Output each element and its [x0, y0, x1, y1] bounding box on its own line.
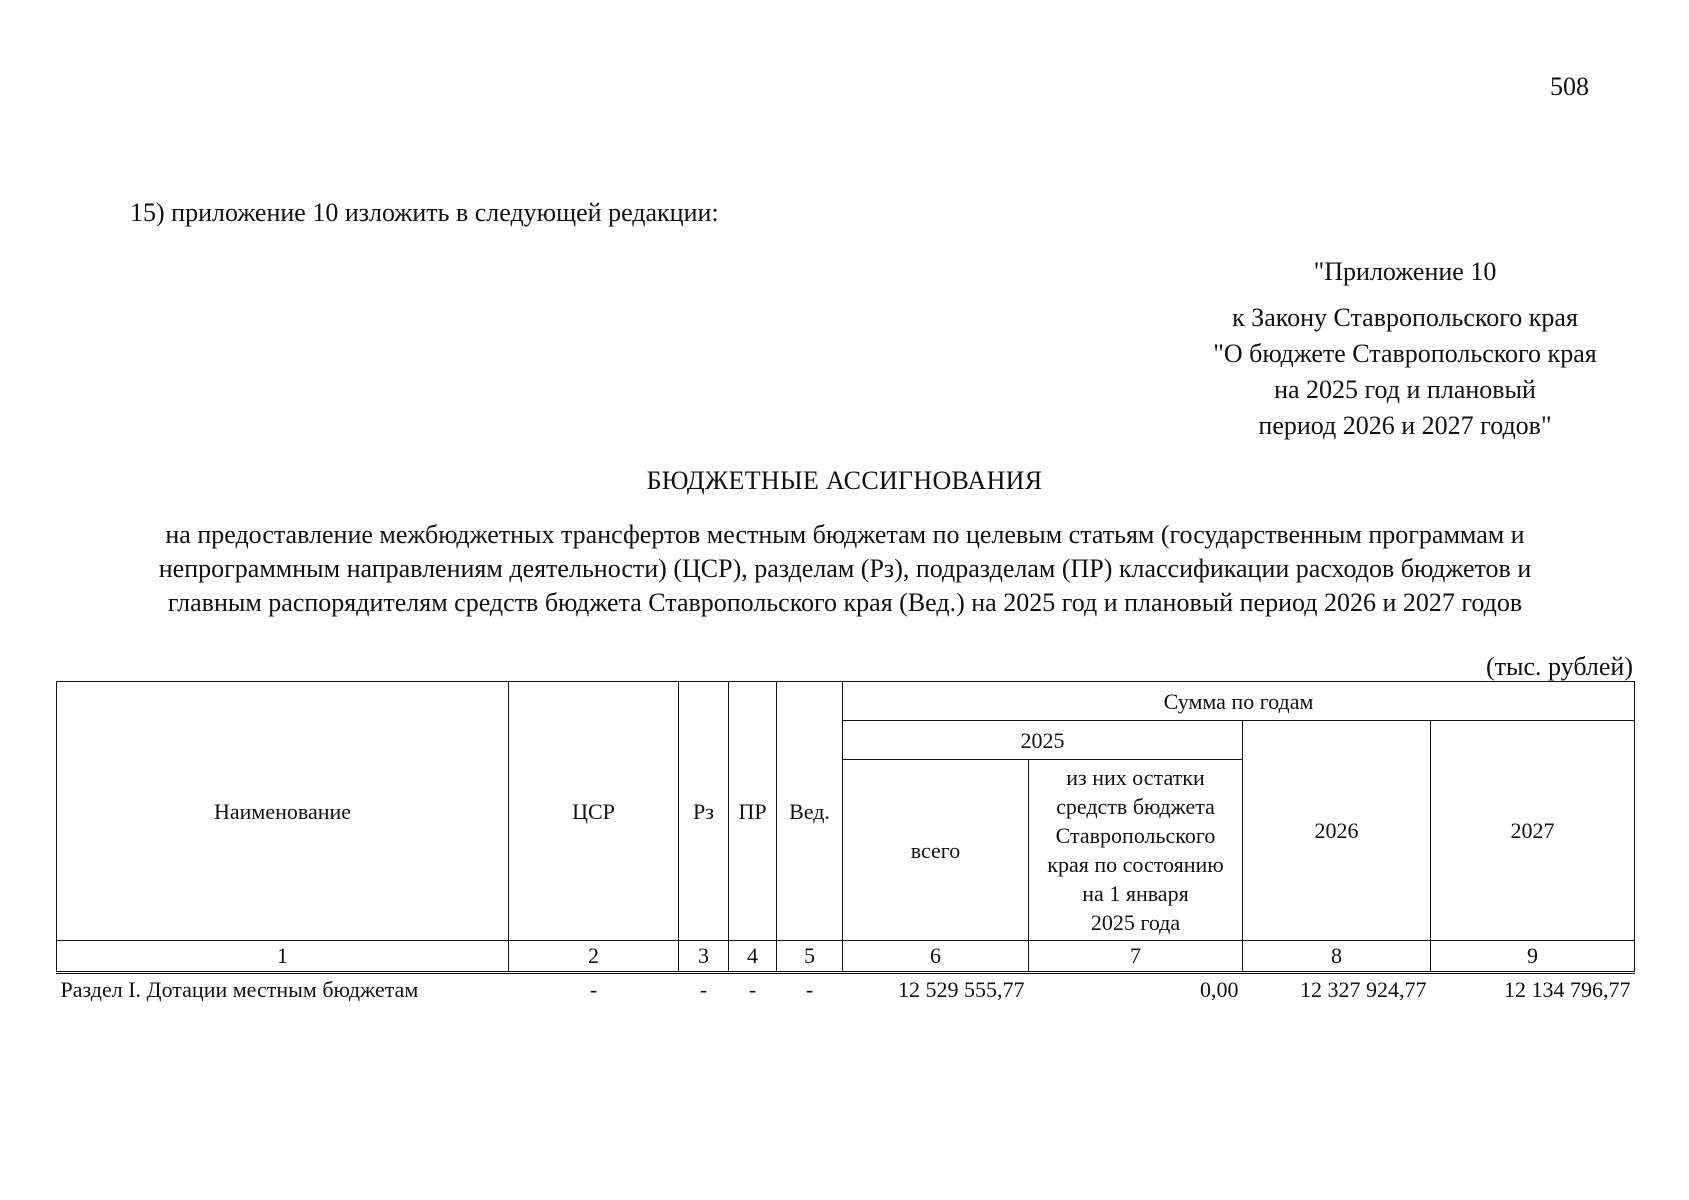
document-title: БЮДЖЕТНЫЕ АССИГНОВАНИЯ	[646, 466, 1043, 495]
row-total-2025: 12 529 555,77	[898, 977, 1025, 1002]
column-number: 1	[57, 941, 509, 973]
row-sum-2026: 12 327 924,77	[1300, 977, 1427, 1002]
appendix-line: к Закону Ставропольского края	[1232, 303, 1578, 332]
subtitle-line: непрограммным направлениям деятельности) (ЦСР), разделам (Рз), подразделам (ПР) классификации расходов бюджетов и	[158, 554, 1532, 583]
row-rz: -	[699, 977, 708, 1002]
header-rz: Рз	[679, 682, 729, 941]
header-year-2025: 2025	[843, 721, 1243, 760]
appendix-line: на 2025 год и плановый	[1274, 375, 1536, 404]
budget-table	[56, 681, 1635, 1004]
header-sum-by-years: Сумма по годам	[843, 682, 1635, 721]
page-number: 508	[1550, 72, 1589, 101]
header-remainder-line: из них остатки	[1066, 765, 1205, 790]
header-remainder-line: на 1 января	[1082, 881, 1189, 906]
header-remainder-line: Ставропольского	[1055, 823, 1216, 848]
appendix-line: период 2026 и 2027 годов"	[1258, 411, 1552, 440]
header-csr: ЦСР	[509, 682, 679, 941]
header-total: всего	[843, 760, 1029, 941]
document-subtitle	[100, 518, 1590, 620]
header-year-2026: 2026	[1243, 721, 1431, 941]
header-pr: ПР	[729, 682, 777, 941]
intro-text: 15) приложение 10 изложить в следующей редакции:	[130, 198, 719, 227]
subtitle-line: на предоставление межбюджетных трансфертов местным бюджетам по целевым статьям (государственным программам и	[165, 520, 1525, 549]
row-sum-2027: 12 134 796,77	[1504, 977, 1631, 1002]
units-label: (тыс. рублей)	[1485, 652, 1633, 681]
column-number: 5	[777, 941, 843, 973]
header-ved: Вед.	[777, 682, 843, 941]
row-remainder-2025: 0,00	[1200, 977, 1239, 1002]
column-number: 4	[729, 941, 777, 973]
row-ved: -	[805, 977, 814, 1002]
column-number: 9	[1431, 941, 1635, 973]
header-name: Наименование	[57, 682, 509, 941]
subtitle-line: главным распорядителям средств бюджета Ставропольского края (Вед.) на 2025 год и плановый период 2026 и 2027 годов	[167, 588, 1523, 617]
column-number: 3	[679, 941, 729, 973]
header-remainder-line: средств бюджета	[1056, 794, 1215, 819]
row-pr: -	[748, 977, 757, 1002]
header-remainder-line: 2025 года	[1090, 910, 1181, 935]
header-remainder	[1029, 760, 1243, 941]
appendix-title: "Приложение 10	[1313, 257, 1497, 286]
appendix-line: "О бюджете Ставропольского края	[1213, 339, 1597, 368]
column-number: 7	[1029, 941, 1243, 973]
row-csr: -	[589, 977, 598, 1002]
column-number: 2	[509, 941, 679, 973]
header-year-2027: 2027	[1431, 721, 1635, 941]
column-number: 6	[843, 941, 1029, 973]
table-row	[57, 973, 1635, 1005]
appendix-block	[1170, 254, 1640, 444]
column-number: 8	[1243, 941, 1431, 973]
row-name: Раздел I. Дотации местным бюджетам	[60, 977, 419, 1002]
header-remainder-line: края по состоянию	[1047, 852, 1224, 877]
